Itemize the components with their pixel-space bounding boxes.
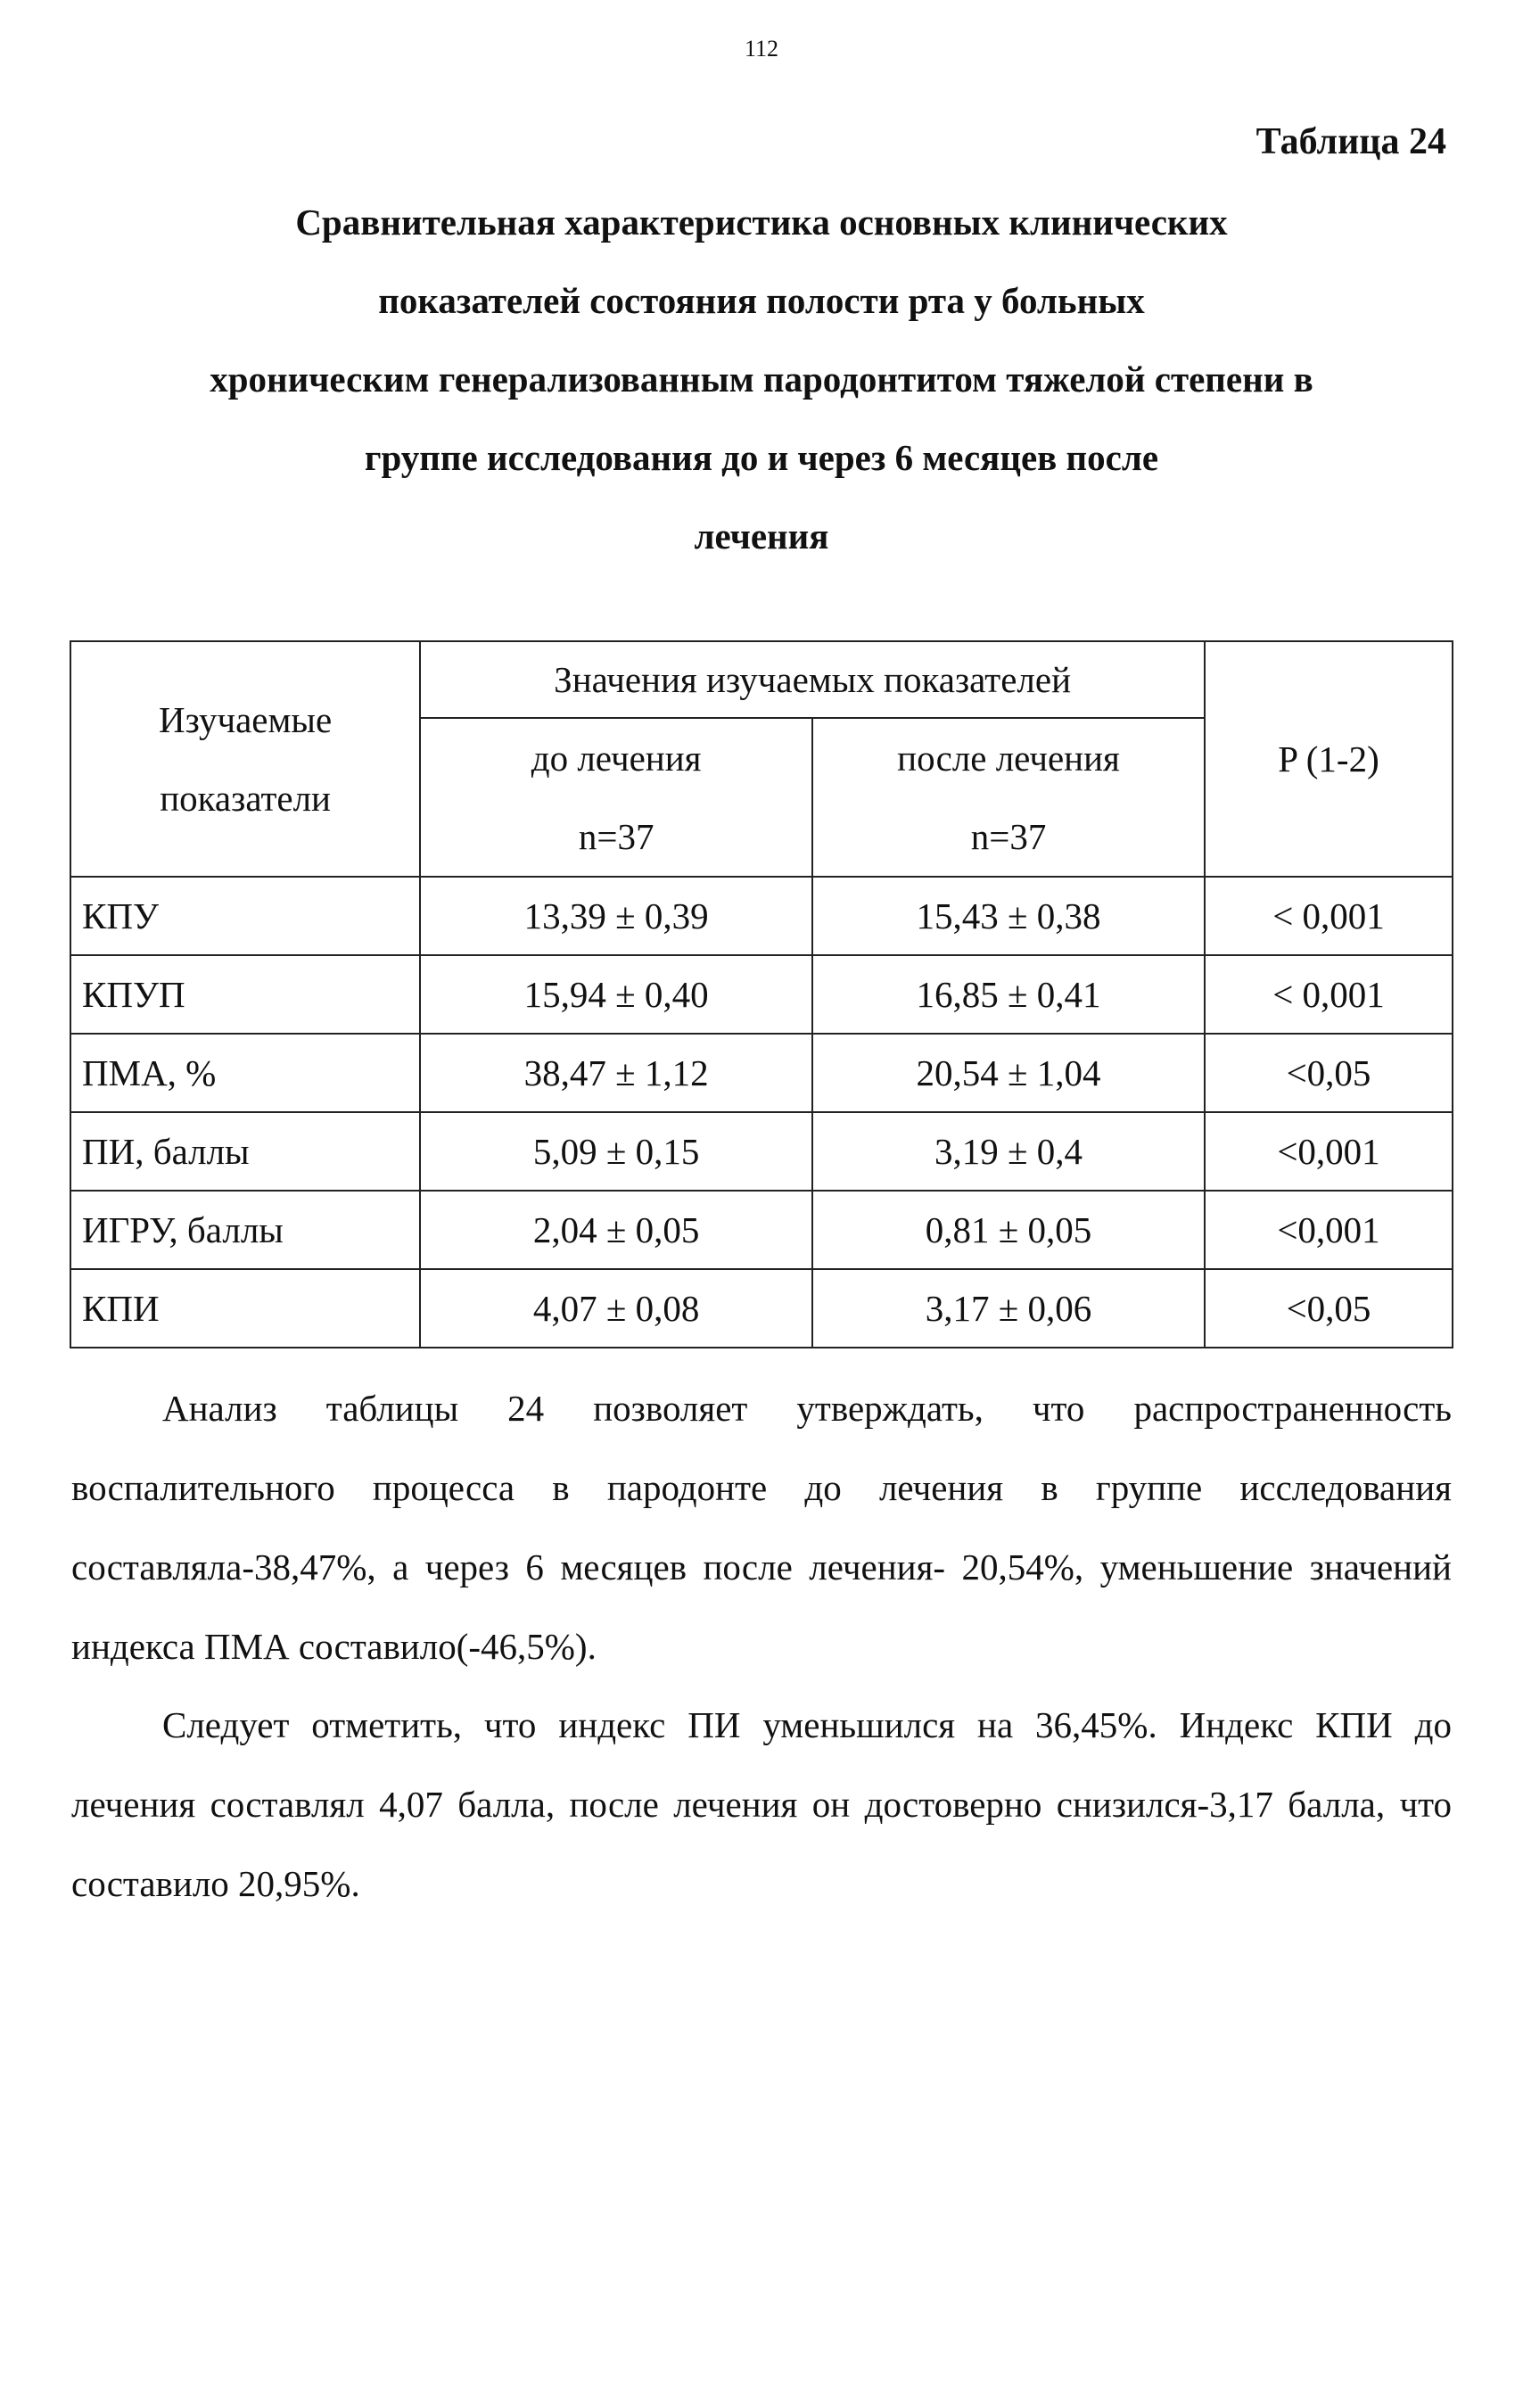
cell-before: 4,07 ± 0,08 <box>420 1269 812 1348</box>
cell-after: 3,19 ± 0,4 <box>812 1112 1205 1191</box>
cell-p: <0,001 <box>1205 1191 1453 1269</box>
caption-line: Сравнительная характеристика основных клинических <box>295 202 1228 243</box>
cell-indicator: КПИ <box>70 1269 420 1348</box>
caption-line: лечения <box>694 515 829 557</box>
header-after-label: после лечения <box>897 738 1120 779</box>
header-after <box>812 718 1205 877</box>
table-caption <box>0 183 1523 575</box>
table-row <box>70 1191 1453 1269</box>
table-row <box>70 1112 1453 1191</box>
cell-indicator: ПИ, баллы <box>70 1112 420 1191</box>
cell-before: 15,94 ± 0,40 <box>420 955 812 1034</box>
header-before-n: n=37 <box>578 816 654 857</box>
paragraph-conclusion-text: Следует отметить, что индекс ПИ уменьшился на 36,45%. Индекс КПИ до лечения составлял 4,07 балла, после лечения он достоверно снизился-3,17 балла, что составило 20,95%. <box>71 1704 1452 1904</box>
cell-before: 13,39 ± 0,39 <box>420 877 812 955</box>
cell-after: 15,43 ± 0,38 <box>812 877 1205 955</box>
header-before-label: до лечения <box>531 738 702 779</box>
cell-p: <0,05 <box>1205 1034 1453 1112</box>
cell-before: 2,04 ± 0,05 <box>420 1191 812 1269</box>
table-row <box>70 1269 1453 1348</box>
table-row <box>70 955 1453 1034</box>
cell-indicator: КПУ <box>70 877 420 955</box>
table-label: Таблица 24 <box>1255 121 1446 162</box>
cell-indicator: КПУП <box>70 955 420 1034</box>
cell-indicator: ИГРУ, баллы <box>70 1191 420 1269</box>
paragraph-analysis-text: Анализ таблицы 24 позволяет утверждать, что распространенность воспалительного процесса в пародонте до лечения в группе исследования составляла-38,47%, а через 6 месяцев после лечения- 20,54%, уменьшение значений индекса ПМА составило(-46,5%). <box>71 1388 1452 1667</box>
cell-after: 3,17 ± 0,06 <box>812 1269 1205 1348</box>
cell-before: 38,47 ± 1,12 <box>420 1034 812 1112</box>
paragraph-analysis <box>71 1369 1452 1686</box>
cell-before: 5,09 ± 0,15 <box>420 1112 812 1191</box>
table-row <box>70 1034 1453 1112</box>
header-values: Значения изучаемых показателей <box>420 641 1205 718</box>
header-indicators-line2: показатели <box>160 778 331 819</box>
paragraph-conclusion <box>71 1686 1452 1924</box>
header-indicators-line1: Изучаемые <box>159 699 333 740</box>
data-table <box>70 640 1453 1348</box>
cell-after: 0,81 ± 0,05 <box>812 1191 1205 1269</box>
table-header-row <box>70 641 1453 718</box>
cell-p: < 0,001 <box>1205 955 1453 1034</box>
caption-line: группе исследования до и через 6 месяцев после <box>364 437 1159 478</box>
header-p: P (1-2) <box>1205 641 1453 877</box>
cell-after: 16,85 ± 0,41 <box>812 955 1205 1034</box>
caption-line: показателей состояния полости рта у больных <box>378 280 1145 321</box>
header-before <box>420 718 812 877</box>
cell-indicator: ПМА, % <box>70 1034 420 1112</box>
header-indicators <box>70 641 420 877</box>
header-after-n: n=37 <box>970 816 1047 857</box>
cell-p: <0,001 <box>1205 1112 1453 1191</box>
page-number: 112 <box>744 36 779 62</box>
cell-p: <0,05 <box>1205 1269 1453 1348</box>
table-row <box>70 877 1453 955</box>
cell-p: < 0,001 <box>1205 877 1453 955</box>
cell-after: 20,54 ± 1,04 <box>812 1034 1205 1112</box>
caption-line: хроническим генерализованным пародонтитом тяжелой степени в <box>210 359 1313 400</box>
